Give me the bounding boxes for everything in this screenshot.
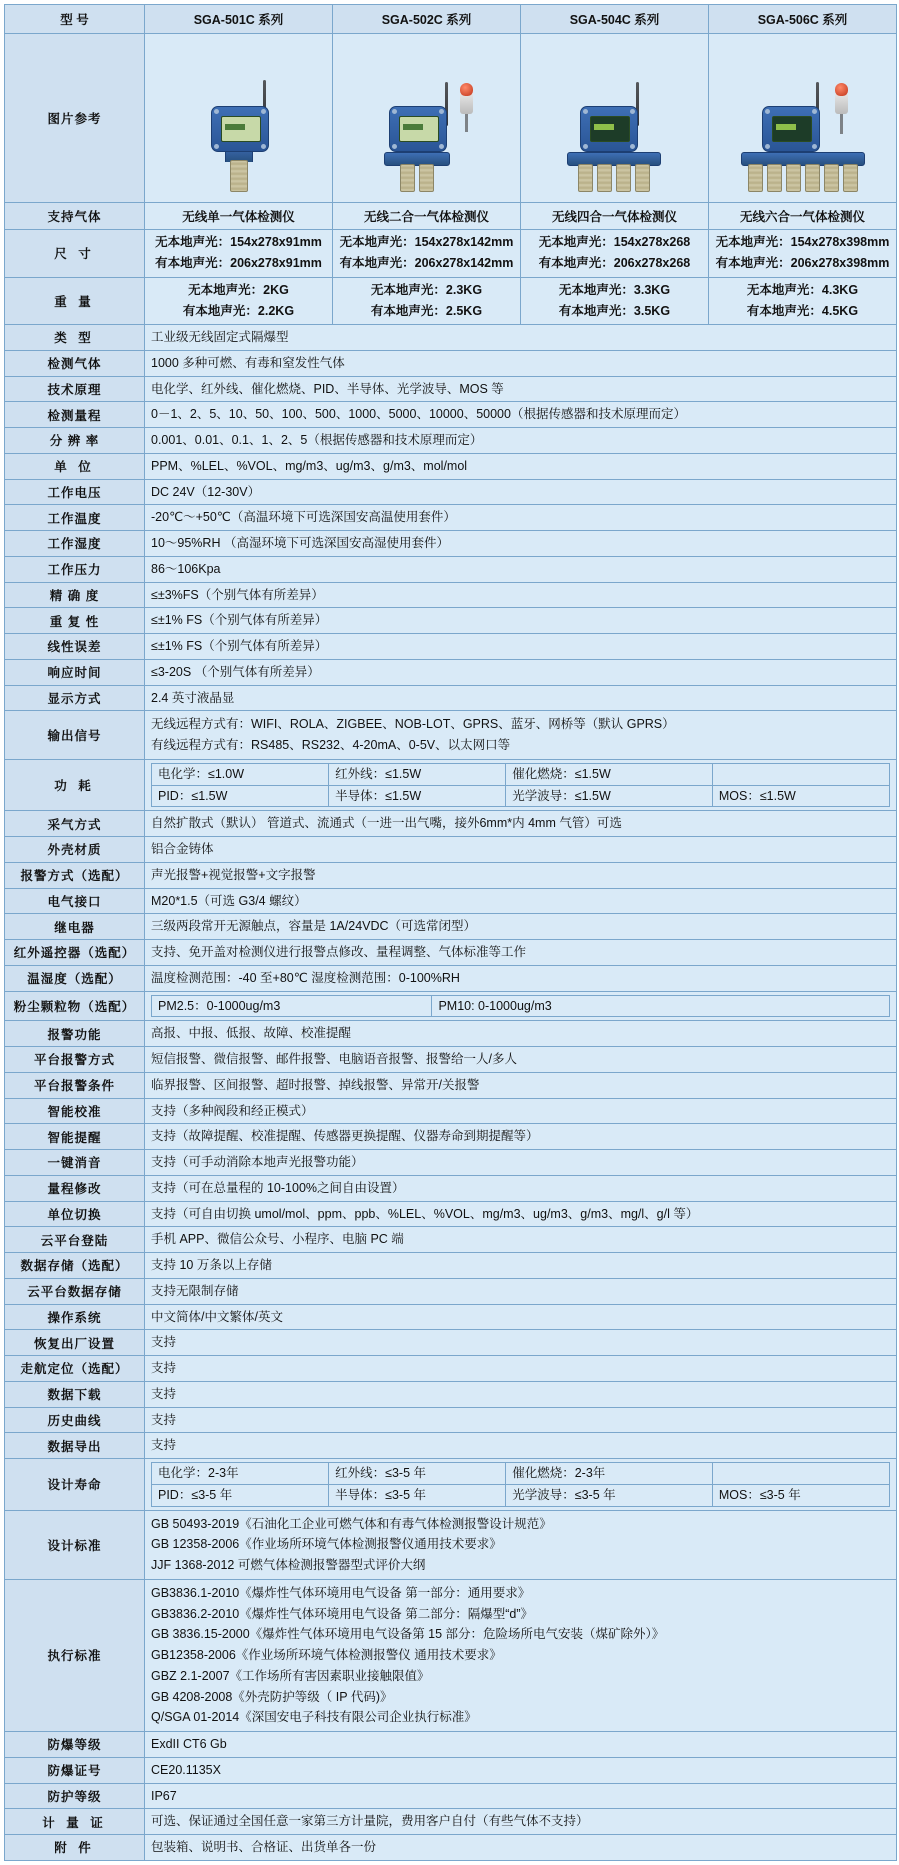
device-image-506c: [709, 34, 897, 203]
table-row: [5, 940, 897, 966]
size-501c: [145, 230, 333, 278]
row-value-power: [145, 759, 897, 811]
table-row: [5, 325, 897, 351]
dust-grid: [151, 995, 890, 1018]
row-label-power: 功 耗: [5, 759, 145, 811]
table-row: [5, 505, 897, 531]
row-value-detect-gas: 1000 多种可燃、有毒和窒发性气体: [145, 350, 897, 376]
header-model-label: 型 号: [5, 5, 145, 34]
power-semiconductor: 半导体：≤1.5W: [329, 785, 506, 807]
header-model-2: SGA-502C 系列: [333, 5, 521, 34]
exec-standard-line-7: Q/SGA 01-2014《深国安电子科技有限公司企业执行标准》: [151, 1710, 477, 1725]
weight-501c-line1: 无本地声光：2KG: [188, 282, 289, 297]
row-label-smart-reminder: 智能提醒: [5, 1124, 145, 1150]
table-row: [5, 1433, 897, 1459]
header-model-1: SGA-501C 系列: [145, 5, 333, 34]
row-value-sampling: 自然扩散式（默认） 管道式、流通式（一进一出气嘴，接外6mm*内 4mm 气管）可选: [145, 811, 897, 837]
row-label-display: 显示方式: [5, 685, 145, 711]
output-wireless: 无线远程方式有：WIFI、ROLA、ZIGBEE、NOB-LOT、GPRS、蓝牙、网桥等（默认 GPRS）: [151, 717, 675, 732]
row-label-history-curve: 历史曲线: [5, 1407, 145, 1433]
row-label-size: 尺 寸: [5, 230, 145, 278]
table-row: [5, 811, 897, 837]
table-row: [5, 1809, 897, 1835]
device-image-502c: [333, 34, 521, 203]
lifetime-pid: PID：≤3-5 年: [152, 1484, 329, 1506]
table-row: [5, 991, 897, 1021]
table-row: [5, 888, 897, 914]
weight-504c: [521, 277, 709, 325]
row-label-data-export: 数据导出: [5, 1433, 145, 1459]
lifetime-infrared: 红外线：≤3-5 年: [329, 1463, 506, 1485]
device-image-504c: [521, 34, 709, 203]
row-value-work-humidity: 10～95%RH （高湿环境下可选深国安高湿使用套件）: [145, 531, 897, 557]
exec-standard-line-1: GB3836.1-2010《爆炸性气体环境用电气设备 第一部分：通用要求》: [151, 1585, 531, 1600]
power-catalytic: 催化燃烧：≤1.5W: [506, 763, 713, 785]
exec-standard-line-4: GB12358-2006《作业场所环境气体检测报警仪 通用技术要求》: [151, 1648, 502, 1662]
table-row: [5, 1407, 897, 1433]
row-value-design-lifetime: [145, 1459, 897, 1511]
table-row: [5, 1227, 897, 1253]
row-label-cloud-storage: 云平台数据存储: [5, 1278, 145, 1304]
support-gas-504c: 无线四合一气体检测仪: [521, 203, 709, 230]
table-row: [5, 1783, 897, 1809]
design-standard-line-1: GB 50493-2019《石油化工企业可燃气体和有毒气体检测报警设计规范》: [151, 1516, 552, 1531]
table-row: [5, 203, 897, 230]
row-label-ex-certificate: 防爆证号: [5, 1757, 145, 1783]
row-label-exec-standard: 执行标准: [5, 1579, 145, 1731]
table-row: [5, 1021, 897, 1047]
weight-502c-line2: 有本地声光：2.5KG: [370, 303, 483, 318]
lifetime-electrochemical: 电化学：2-3年: [152, 1463, 329, 1485]
row-value-metrology-certificate: 可选、保证通过全国任意一家第三方计量院，费用客户自付（有些气体不支持）: [145, 1809, 897, 1835]
row-label-temp-humidity: 温湿度（选配）: [5, 965, 145, 991]
weight-502c: [333, 277, 521, 325]
exec-standard-line-5: GBZ 2.1-2007《工作场所有害因素职业接触限值》: [151, 1668, 430, 1683]
table-row: [5, 1201, 897, 1227]
row-label-repeatability: 重 复 性: [5, 608, 145, 634]
power-optical: 光学波导：≤1.5W: [506, 785, 713, 807]
table-row: [5, 1459, 897, 1511]
lifetime-catalytic: 催化燃烧：2-3年: [506, 1463, 713, 1485]
row-value-platform-alarm-condition: 临界报警、区间报警、超时报警、掉线报警、异常开/关报警: [145, 1072, 897, 1098]
row-value-smart-reminder: 支持（故障提醒、校准提醒、传感器更换提醒、仪器寿命到期提醒等）: [145, 1124, 897, 1150]
row-value-voltage: DC 24V（12-30V）: [145, 479, 897, 505]
power-infrared: 红外线：≤1.5W: [329, 763, 506, 785]
power-pid: PID：≤1.5W: [152, 785, 329, 807]
row-value-electrical-interface: M20*1.5（可选 G3/4 螺纹）: [145, 888, 897, 914]
output-wired: 有线远程方式有：RS485、RS232、4-20mA、0-5V、以太网口等: [151, 738, 511, 752]
weight-504c-line2: 有本地声光：3.5KG: [558, 303, 671, 318]
row-value-output-signal: [145, 711, 897, 760]
table-row: [5, 608, 897, 634]
row-value-relay: 三级两段常开无源触点，容量是 1A/24VDC（可选常闭型）: [145, 914, 897, 940]
row-value-type: 工业级无线固定式隔爆型: [145, 325, 897, 351]
row-label-os: 操作系统: [5, 1304, 145, 1330]
row-label-resolution: 分 辨 率: [5, 428, 145, 454]
table-row: [5, 914, 897, 940]
row-value-history-curve: 支持: [145, 1407, 897, 1433]
row-label-output-signal: 输出信号: [5, 711, 145, 760]
table-row: [5, 711, 897, 760]
row-value-temp-humidity: 温度检测范围：-40 至+80℃ 湿度检测范围：0-100%RH: [145, 965, 897, 991]
row-value-data-export: 支持: [145, 1433, 897, 1459]
row-value-response-time: ≤3-20S （个别气体有所差异）: [145, 659, 897, 685]
row-value-housing: 铝合金铸体: [145, 837, 897, 863]
dust-pm10: PM10: 0-1000ug/m3: [432, 995, 890, 1017]
row-label-data-storage: 数据存储（选配）: [5, 1253, 145, 1279]
row-value-data-storage: 支持 10 万条以上存储: [145, 1253, 897, 1279]
size-504c: [521, 230, 709, 278]
table-row: [5, 453, 897, 479]
row-value-one-key-mute: 支持（可手动消除本地声光报警功能）: [145, 1150, 897, 1176]
table-row: [5, 1175, 897, 1201]
row-value-exec-standard: [145, 1579, 897, 1731]
table-row: [5, 1253, 897, 1279]
row-value-cloud-storage: 支持无限制存储: [145, 1278, 897, 1304]
row-value-ip-rating: IP67: [145, 1783, 897, 1809]
row-label-housing: 外壳材质: [5, 837, 145, 863]
row-value-ex-rating: ExdII CT6 Gb: [145, 1732, 897, 1758]
row-value-design-standard: [145, 1510, 897, 1579]
row-value-mobile-positioning: 支持: [145, 1356, 897, 1382]
row-label-work-humidity: 工作湿度: [5, 531, 145, 557]
weight-506c-line1: 无本地声光：4.3KG: [746, 282, 859, 297]
table-row: [5, 531, 897, 557]
table-row: [5, 582, 897, 608]
row-value-unit: PPM、%LEL、%VOL、mg/m3、ug/m3、g/m3、mol/mol: [145, 453, 897, 479]
row-value-unit-switch: 支持（可自由切换 umol/mol、ppm、ppb、%LEL、%VOL、mg/m3、ug/m3、g/m3、mg/l、g/l 等）: [145, 1201, 897, 1227]
table-row: [5, 277, 897, 325]
row-value-os: 中文简体/中文繁体/英文: [145, 1304, 897, 1330]
row-label-platform-alarm-condition: 平台报警条件: [5, 1072, 145, 1098]
row-value-accessories: 包装箱、说明书、合格证、出货单各一份: [145, 1835, 897, 1861]
row-label-detect-gas: 检测气体: [5, 350, 145, 376]
row-label-metrology-certificate: 计 量 证: [5, 1809, 145, 1835]
design-standard-line-3: JJF 1368-2012 可燃气体检测报警器型式评价大纲: [151, 1558, 426, 1572]
size-502c-line1: 无本地声光：154x278x142mm: [339, 235, 514, 249]
row-value-smart-calibration: 支持（多种阀段和经正模式）: [145, 1098, 897, 1124]
row-value-ir-remote: 支持、免开盖对检测仪进行报警点修改、量程调整、气体标准等工作: [145, 940, 897, 966]
table-row: [5, 34, 897, 203]
row-label-relay: 继电器: [5, 914, 145, 940]
dust-row: [152, 995, 890, 1017]
row-value-platform-alarm-mode: 短信报警、微信报警、邮件报警、电脑语音报警、报警给一人/多人: [145, 1047, 897, 1073]
table-row: [5, 479, 897, 505]
row-label-smart-calibration: 智能校准: [5, 1098, 145, 1124]
row-value-display: 2.4 英寸液晶显: [145, 685, 897, 711]
table-row: [5, 759, 897, 811]
table-row: [5, 1381, 897, 1407]
table-row: [5, 1330, 897, 1356]
table-row: [5, 1356, 897, 1382]
row-value-range-modify: 支持（可在总量程的 10-100%之间自由设置）: [145, 1175, 897, 1201]
weight-501c-line2: 有本地声光：2.2KG: [182, 303, 295, 318]
power-mos: MOS：≤1.5W: [712, 785, 889, 807]
table-row: [5, 350, 897, 376]
row-value-alarm-mode: 声光报警+视觉报警+文字报警: [145, 862, 897, 888]
row-label-dust: 粉尘颗粒物（选配）: [5, 991, 145, 1021]
size-506c-line2: 有本地声光：206x278x398mm: [715, 256, 890, 271]
row-label-accessories: 附 件: [5, 1835, 145, 1861]
dust-pm25: PM2.5：0-1000ug/m3: [152, 995, 432, 1017]
table-row: [5, 230, 897, 278]
table-row: [5, 1124, 897, 1150]
weight-502c-line1: 无本地声光：2.3KG: [370, 282, 483, 297]
table-row: [5, 685, 897, 711]
support-gas-506c: 无线六合一气体检测仪: [709, 203, 897, 230]
size-502c: [333, 230, 521, 278]
table-row: [5, 556, 897, 582]
row-value-data-download: 支持: [145, 1381, 897, 1407]
row-label-technology: 技术原理: [5, 376, 145, 402]
row-label-weight: 重 量: [5, 277, 145, 325]
row-value-technology: 电化学、红外线、催化燃烧、PID、半导体、光学波导、MOS 等: [145, 376, 897, 402]
table-row: [5, 1304, 897, 1330]
device-image-501c: [145, 34, 333, 203]
row-value-linearity: ≤±1% FS（个别气体有所差异）: [145, 634, 897, 660]
row-label-mobile-positioning: 走航定位（选配）: [5, 1356, 145, 1382]
table-row: [5, 1757, 897, 1783]
row-value-range: 0－1、2、5、10、50、100、500、1000、5000、10000、50000（根据传感器和技术原理而定）: [145, 402, 897, 428]
size-501c-line1: 无本地声光：154x278x91mm: [155, 235, 322, 249]
row-label-work-temp: 工作温度: [5, 505, 145, 531]
table-row: [5, 965, 897, 991]
table-row: [5, 1835, 897, 1861]
row-label-voltage: 工作电压: [5, 479, 145, 505]
power-blank: [712, 763, 889, 785]
table-header-row: [5, 5, 897, 34]
table-row: [5, 1047, 897, 1073]
row-label-image-reference: 图片参考: [5, 34, 145, 203]
row-value-ex-certificate: CE20.1135X: [145, 1757, 897, 1783]
table-row: [5, 1098, 897, 1124]
row-label-unit-switch: 单位切换: [5, 1201, 145, 1227]
row-value-repeatability: ≤±1% FS（个别气体有所差异）: [145, 608, 897, 634]
lifetime-optical: 光学波导：≤3-5 年: [506, 1484, 713, 1506]
table-row: [5, 659, 897, 685]
row-label-ir-remote: 红外遥控器（选配）: [5, 940, 145, 966]
table-row: [5, 1732, 897, 1758]
row-label-response-time: 响应时间: [5, 659, 145, 685]
row-label-work-pressure: 工作压力: [5, 556, 145, 582]
lifetime-row-2: [152, 1484, 890, 1506]
row-label-type: 类 型: [5, 325, 145, 351]
row-label-ip-rating: 防护等级: [5, 1783, 145, 1809]
table-row: [5, 1579, 897, 1731]
size-502c-line2: 有本地声光：206x278x142mm: [339, 256, 514, 271]
weight-504c-line1: 无本地声光：3.3KG: [558, 282, 671, 297]
support-gas-502c: 无线二合一气体检测仪: [333, 203, 521, 230]
table-row: [5, 862, 897, 888]
power-row-2: [152, 785, 890, 807]
row-label-alarm-mode: 报警方式（选配）: [5, 862, 145, 888]
lifetime-semiconductor: 半导体：≤3-5 年: [329, 1484, 506, 1506]
lifetime-row-1: [152, 1463, 890, 1485]
power-electrochemical: 电化学：≤1.0W: [152, 763, 329, 785]
row-label-range: 检测量程: [5, 402, 145, 428]
row-value-factory-reset: 支持: [145, 1330, 897, 1356]
row-value-resolution: 0.001、0.01、0.1、1、2、5（根据传感器和技术原理而定）: [145, 428, 897, 454]
row-label-linearity: 线性误差: [5, 634, 145, 660]
power-grid: [151, 763, 890, 808]
row-value-alarm-function: 高报、中报、低报、故障、校准提醒: [145, 1021, 897, 1047]
row-label-data-download: 数据下载: [5, 1381, 145, 1407]
row-value-work-temp: -20℃～+50℃（高温环境下可选深国安高温使用套件）: [145, 505, 897, 531]
table-row: [5, 837, 897, 863]
lifetime-grid: [151, 1462, 890, 1507]
row-label-one-key-mute: 一键消音: [5, 1150, 145, 1176]
row-label-support-gas: 支持气体: [5, 203, 145, 230]
size-501c-line2: 有本地声光：206x278x91mm: [155, 256, 322, 271]
row-value-dust: [145, 991, 897, 1021]
row-value-work-pressure: 86～106Kpa: [145, 556, 897, 582]
exec-standard-line-2: GB3836.2-2010《爆炸性气体环境用电气设备 第二部分：隔爆型“d”》: [151, 1606, 534, 1621]
specification-table: [4, 4, 897, 1861]
table-row: [5, 402, 897, 428]
table-row: [5, 1510, 897, 1579]
size-506c-line1: 无本地声光：154x278x398mm: [715, 235, 890, 249]
row-label-range-modify: 量程修改: [5, 1175, 145, 1201]
row-label-design-lifetime: 设计寿命: [5, 1459, 145, 1511]
exec-standard-line-6: GB 4208-2008《外壳防护等级（ IP 代码)》: [151, 1689, 393, 1704]
table-row: [5, 1278, 897, 1304]
row-label-ex-rating: 防爆等级: [5, 1732, 145, 1758]
size-506c: [709, 230, 897, 278]
support-gas-501c: 无线单一气体检测仪: [145, 203, 333, 230]
row-label-factory-reset: 恢复出厂设置: [5, 1330, 145, 1356]
size-504c-line2: 有本地声光：206x278x268: [538, 256, 691, 271]
table-row: [5, 428, 897, 454]
table-row: [5, 634, 897, 660]
exec-standard-line-3: GB 3836.15-2000《爆炸性气体环境用电气设备第 15 部分：危险场所电气安装（煤矿除外）》: [151, 1627, 665, 1642]
row-label-electrical-interface: 电气接口: [5, 888, 145, 914]
design-standard-line-2: GB 12358-2006《作业场所环境气体检测报警仪通用技术要求》: [151, 1537, 502, 1552]
row-label-cloud-login: 云平台登陆: [5, 1227, 145, 1253]
table-row: [5, 1150, 897, 1176]
table-row: [5, 1072, 897, 1098]
lifetime-blank: [712, 1463, 889, 1485]
power-row-1: [152, 763, 890, 785]
weight-506c-line2: 有本地声光：4.5KG: [746, 303, 859, 318]
row-value-accuracy: ≤±3%FS（个别气体有所差异）: [145, 582, 897, 608]
weight-506c: [709, 277, 897, 325]
row-label-unit: 单 位: [5, 453, 145, 479]
header-model-4: SGA-506C 系列: [709, 5, 897, 34]
row-label-accuracy: 精 确 度: [5, 582, 145, 608]
weight-501c: [145, 277, 333, 325]
table-row: [5, 376, 897, 402]
lifetime-mos: MOS：≤3-5 年: [712, 1484, 889, 1506]
header-model-3: SGA-504C 系列: [521, 5, 709, 34]
size-504c-line1: 无本地声光：154x278x268: [538, 235, 691, 249]
row-label-alarm-function: 报警功能: [5, 1021, 145, 1047]
row-value-cloud-login: 手机 APP、微信公众号、小程序、电脑 PC 端: [145, 1227, 897, 1253]
row-label-platform-alarm-mode: 平台报警方式: [5, 1047, 145, 1073]
row-label-design-standard: 设计标准: [5, 1510, 145, 1579]
row-label-sampling: 采气方式: [5, 811, 145, 837]
